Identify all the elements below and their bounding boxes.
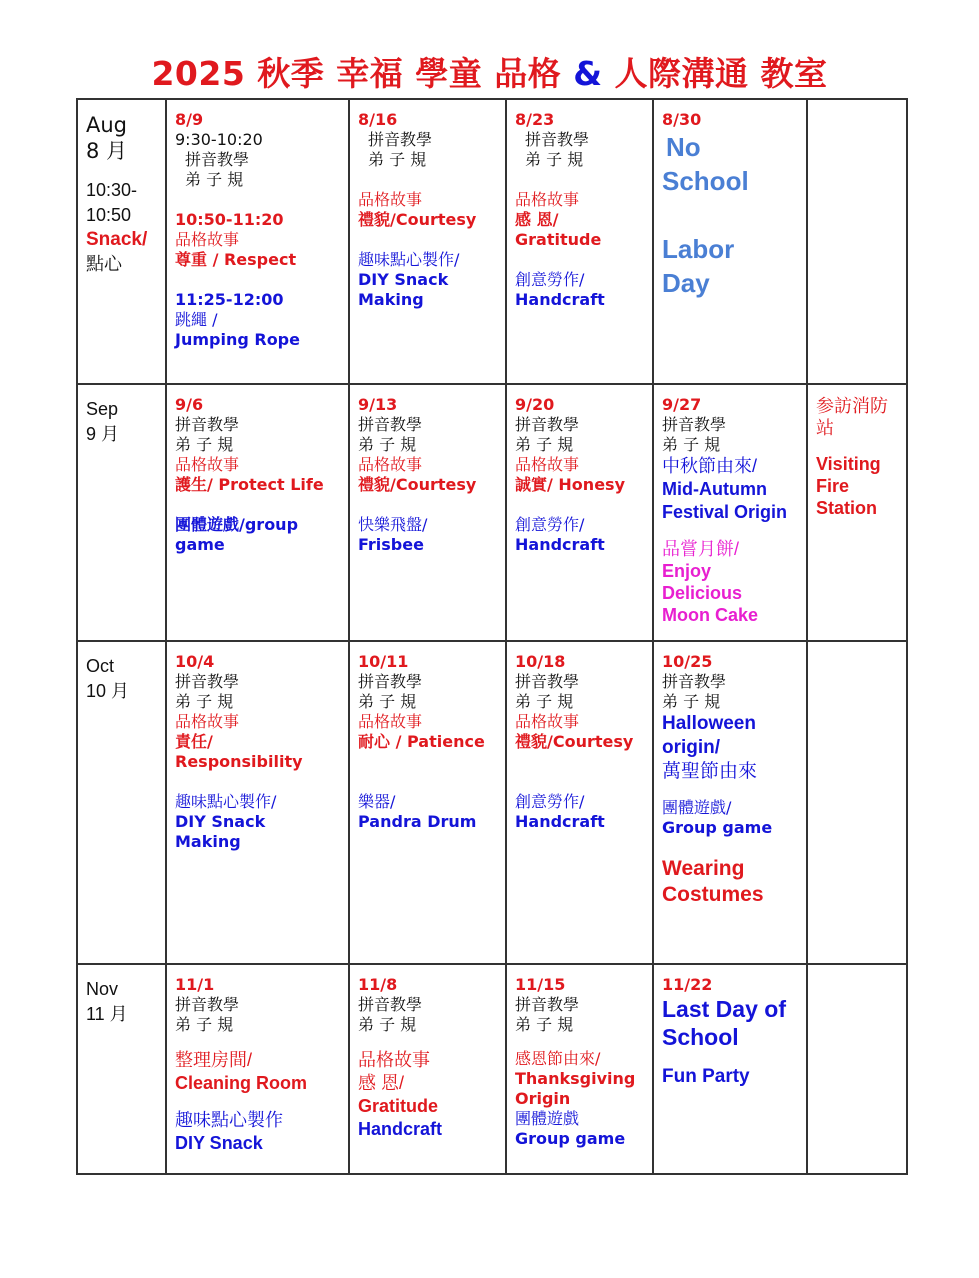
pinyin-class: 拼音教學 bbox=[358, 415, 423, 434]
dizigui-class: 弟 子 規 bbox=[358, 1015, 417, 1034]
trip-zh: 站 bbox=[816, 418, 834, 438]
cell-9-6 bbox=[166, 384, 349, 641]
month-cell-aug bbox=[77, 99, 166, 384]
activity-en: Handcraft bbox=[515, 290, 605, 309]
cell-8-30 bbox=[653, 99, 807, 384]
cell-8-9 bbox=[166, 99, 349, 384]
dizigui-class: 弟 子 規 bbox=[358, 435, 417, 454]
cell-fire-station bbox=[807, 384, 907, 641]
cell-9-13 bbox=[349, 384, 506, 641]
no-school-text: School bbox=[662, 166, 749, 196]
dizigui-class: 弟 子 規 bbox=[175, 1015, 234, 1034]
snack-label-zh: 點心 bbox=[86, 254, 122, 274]
activity-en: Making bbox=[175, 832, 241, 851]
dizigui-class: 弟 子 規 bbox=[358, 692, 417, 711]
activity: 團體遊戲/group bbox=[175, 515, 299, 534]
date-label: 10/4 bbox=[175, 652, 215, 671]
pinyin-class: 拼音教學 bbox=[175, 415, 240, 434]
pinyin-class: 拼音教學 bbox=[515, 995, 580, 1014]
activity-en: DIY Snack bbox=[358, 270, 449, 289]
activity-zh: 整理房間/ bbox=[175, 1050, 253, 1070]
row-august bbox=[77, 99, 907, 384]
date-label: 11/1 bbox=[175, 975, 215, 994]
snack-time-start: 10:30- bbox=[86, 180, 138, 200]
cell-8-16 bbox=[349, 99, 506, 384]
cell-9-27 bbox=[653, 384, 807, 641]
schedule-table bbox=[76, 98, 908, 1175]
cell-10-4 bbox=[166, 641, 349, 964]
cell-11-1 bbox=[166, 964, 349, 1174]
activity-zh: 團體遊戲/ bbox=[662, 798, 732, 817]
dizigui-class: 弟 子 規 bbox=[175, 692, 234, 711]
pinyin-class: 拼音教學 bbox=[368, 130, 433, 149]
date-label: 10/11 bbox=[358, 652, 409, 671]
festival-zh: 中秋節由來/ bbox=[662, 456, 758, 476]
activity-en: Group game bbox=[662, 818, 773, 837]
row-october bbox=[77, 641, 907, 964]
date-label: 8/9 bbox=[175, 110, 204, 129]
cell-10-25 bbox=[653, 641, 807, 964]
virtue-topic: 責任/ Responsibility bbox=[175, 732, 303, 771]
cell-8-23 bbox=[506, 99, 653, 384]
activity-en: Jumping Rope bbox=[175, 330, 300, 349]
activity-en: game bbox=[175, 535, 225, 554]
virtue-topic: 禮貌/Courtesy bbox=[358, 210, 477, 229]
row-november bbox=[77, 964, 907, 1174]
session-time: 9:30-10:20 bbox=[175, 130, 263, 149]
cell-11-8 bbox=[349, 964, 506, 1174]
last-day-text: Last Day of bbox=[662, 996, 786, 1022]
activity-en: DIY Snack bbox=[175, 1133, 263, 1153]
page-title bbox=[0, 48, 979, 95]
virtue-topic: 耐心 / Patience bbox=[358, 732, 485, 751]
cell-oct-extra bbox=[807, 641, 907, 964]
month-cell-nov bbox=[77, 964, 166, 1174]
story-label: 品格故事 bbox=[358, 712, 423, 731]
month-en: Aug bbox=[86, 113, 128, 137]
date-label: 9/20 bbox=[515, 395, 555, 414]
activity-en: Handcraft bbox=[358, 1119, 443, 1139]
date-label: 8/16 bbox=[358, 110, 398, 129]
story-label: 品格故事 bbox=[358, 1050, 430, 1070]
activity-en: Cleaning Room bbox=[175, 1073, 308, 1093]
activity-en: Group game bbox=[515, 1129, 626, 1148]
halloween-zh: 萬聖節由來 bbox=[662, 761, 758, 782]
month-cell-sep bbox=[77, 384, 166, 641]
mooncake-en: Moon Cake bbox=[662, 605, 759, 625]
dizigui-class: 弟 子 規 bbox=[515, 435, 574, 454]
cell-9-20 bbox=[506, 384, 653, 641]
virtue-topic: 感 恩/ Gratitude bbox=[515, 210, 602, 249]
thanksgiving-zh: 感恩節由來/ bbox=[515, 1049, 601, 1068]
mooncake-en: Delicious bbox=[662, 583, 743, 603]
thanksgiving-en: Thanksgiving bbox=[515, 1069, 636, 1088]
dizigui-class: 弟 子 規 bbox=[662, 692, 721, 711]
activity-en: Handcraft bbox=[515, 535, 605, 554]
virtue-zh: 感 恩/ bbox=[358, 1073, 405, 1093]
halloween-en: Halloween bbox=[662, 713, 756, 734]
date-label: 8/23 bbox=[515, 110, 555, 129]
date-label: 10/18 bbox=[515, 652, 566, 671]
activity-en: Handcraft bbox=[515, 812, 605, 831]
activity-zh: 樂器/ bbox=[358, 792, 396, 811]
cell-nov-extra bbox=[807, 964, 907, 1174]
month-zh: 9 月 bbox=[86, 424, 120, 444]
date-label: 9/27 bbox=[662, 395, 702, 414]
activity-zh: 創意勞作/ bbox=[515, 270, 585, 289]
virtue-topic: 尊重 / Respect bbox=[175, 250, 297, 269]
title-ampersand: & bbox=[573, 54, 603, 93]
month-zh: 10 月 bbox=[86, 681, 130, 701]
activity-zh: 快樂飛盤/ bbox=[358, 515, 428, 534]
pinyin-class: 拼音教學 bbox=[358, 672, 423, 691]
story-label: 品格故事 bbox=[358, 455, 423, 474]
pinyin-class: 拼音教學 bbox=[358, 995, 423, 1014]
activity-zh: 團體遊戲 bbox=[515, 1109, 580, 1128]
activity-en: Pandra Drum bbox=[358, 812, 477, 831]
activity-en: Making bbox=[358, 290, 424, 309]
dizigui-class: 弟 子 規 bbox=[185, 170, 244, 189]
row-september bbox=[77, 384, 907, 641]
virtue-topic: 誠實/ Honesy bbox=[515, 475, 625, 494]
last-day-text: School bbox=[662, 1024, 739, 1050]
activity-en: DIY Snack bbox=[175, 812, 266, 831]
month-en: Sep bbox=[86, 399, 119, 419]
story-label: 品格故事 bbox=[175, 230, 240, 249]
month-en: Nov bbox=[86, 979, 119, 999]
date-label: 11/22 bbox=[662, 975, 713, 994]
trip-zh: 参訪消防 bbox=[816, 396, 888, 416]
activity-zh: 趣味點心製作/ bbox=[358, 250, 460, 269]
cell-aug-extra bbox=[807, 99, 907, 384]
trip-en: Fire bbox=[816, 476, 850, 496]
story-label: 品格故事 bbox=[175, 712, 240, 731]
trip-en: Visiting bbox=[816, 454, 881, 474]
month-zh: 11 月 bbox=[86, 1004, 128, 1024]
story-label: 品格故事 bbox=[515, 712, 580, 731]
holiday-text: Day bbox=[662, 268, 710, 298]
pinyin-class: 拼音教學 bbox=[175, 995, 240, 1014]
costume-text: Wearing bbox=[662, 857, 745, 880]
pinyin-class: 拼音教學 bbox=[175, 672, 240, 691]
date-label: 9/6 bbox=[175, 395, 204, 414]
date-label: 10/25 bbox=[662, 652, 713, 671]
cell-10-18 bbox=[506, 641, 653, 964]
dizigui-class: 弟 子 規 bbox=[515, 692, 574, 711]
thanksgiving-en: Origin bbox=[515, 1089, 571, 1108]
snack-label-en: Snack/ bbox=[86, 229, 148, 250]
festival-en: Festival Origin bbox=[662, 502, 788, 522]
date-label: 8/30 bbox=[662, 110, 702, 129]
mooncake-en: Enjoy bbox=[662, 561, 712, 581]
session-time: 11:25-12:00 bbox=[175, 290, 284, 309]
virtue-topic: 護生/ Protect Life bbox=[175, 475, 324, 494]
cell-10-11 bbox=[349, 641, 506, 964]
pinyin-class: 拼音教學 bbox=[662, 415, 727, 434]
story-label: 品格故事 bbox=[175, 455, 240, 474]
halloween-en: origin/ bbox=[662, 737, 721, 758]
virtue-en: Gratitude bbox=[358, 1096, 439, 1116]
date-label: 11/8 bbox=[358, 975, 398, 994]
fun-party-text: Fun Party bbox=[662, 1066, 750, 1087]
pinyin-class: 拼音教學 bbox=[525, 130, 590, 149]
trip-en: Station bbox=[816, 498, 877, 518]
festival-en: Mid-Autumn bbox=[662, 479, 767, 499]
session-time: 10:50-11:20 bbox=[175, 210, 284, 229]
pinyin-class: 拼音教學 bbox=[185, 150, 250, 169]
cell-11-22 bbox=[653, 964, 807, 1174]
story-label: 品格故事 bbox=[358, 190, 423, 209]
virtue-topic: 禮貌/Courtesy bbox=[358, 475, 477, 494]
mooncake-zh: 品嘗月餅/ bbox=[662, 539, 740, 559]
title-text-end: 人際溝通 教室 bbox=[602, 54, 828, 93]
no-school-text: No bbox=[666, 132, 701, 162]
pinyin-class: 拼音教學 bbox=[515, 672, 580, 691]
dizigui-class: 弟 子 規 bbox=[175, 435, 234, 454]
pinyin-class: 拼音教學 bbox=[515, 415, 580, 434]
date-label: 11/15 bbox=[515, 975, 566, 994]
holiday-text: Labor bbox=[662, 234, 735, 264]
cell-11-15 bbox=[506, 964, 653, 1174]
date-label: 9/13 bbox=[358, 395, 398, 414]
story-label: 品格故事 bbox=[515, 190, 580, 209]
activity-zh: 創意勞作/ bbox=[515, 515, 585, 534]
month-zh: 8 月 bbox=[86, 139, 128, 163]
pinyin-class: 拼音教學 bbox=[662, 672, 727, 691]
dizigui-class: 弟 子 規 bbox=[368, 150, 427, 169]
month-en: Oct bbox=[86, 656, 115, 676]
activity-zh: 趣味點心製作 bbox=[175, 1110, 283, 1130]
dizigui-class: 弟 子 規 bbox=[515, 1015, 574, 1034]
snack-time-end: 10:50 bbox=[86, 205, 132, 225]
activity-zh: 創意勞作/ bbox=[515, 792, 585, 811]
activity-en: Frisbee bbox=[358, 535, 424, 554]
dizigui-class: 弟 子 規 bbox=[662, 435, 721, 454]
dizigui-class: 弟 子 規 bbox=[525, 150, 584, 169]
virtue-topic: 禮貌/Courtesy bbox=[515, 732, 634, 751]
activity-zh: 趣味點心製作/ bbox=[175, 792, 277, 811]
activity-zh: 跳繩 / bbox=[175, 310, 218, 329]
month-cell-oct bbox=[77, 641, 166, 964]
story-label: 品格故事 bbox=[515, 455, 580, 474]
costume-text: Costumes bbox=[662, 883, 764, 906]
title-text: 2025 秋季 幸福 學童 品格 bbox=[151, 54, 574, 93]
